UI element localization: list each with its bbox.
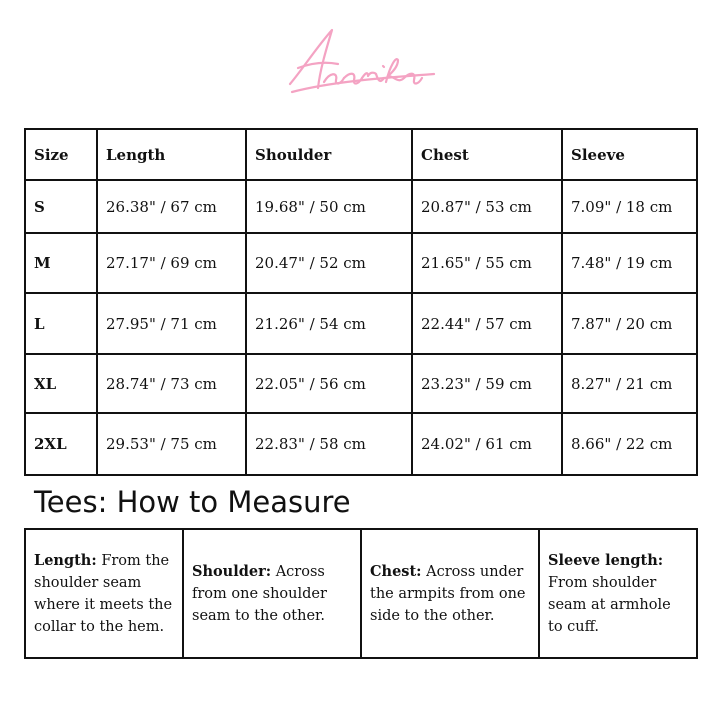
shoulder-cell: 19.68" / 50 cm — [246, 180, 412, 233]
length-cell: 27.95" / 71 cm — [97, 293, 246, 354]
size-cell: 2XL — [25, 413, 97, 475]
sleeve-cell: 8.27" / 21 cm — [562, 354, 697, 413]
how-to-measure-title: Tees: How to Measure — [34, 485, 351, 519]
chest-cell: 20.87" / 53 cm — [412, 180, 562, 233]
shoulder-cell: 21.26" / 54 cm — [246, 293, 412, 354]
table-row — [25, 180, 697, 233]
size-cell: S — [25, 180, 97, 233]
length-cell: 29.53" / 75 cm — [97, 413, 246, 475]
size-chart-table — [24, 128, 698, 476]
measure-desc: Across from one shoulder seam to the other. — [192, 563, 327, 624]
measure-desc: Across under the armpits from one side to the other. — [370, 563, 526, 624]
table-row — [25, 413, 697, 475]
sleeve-cell: 7.48" / 19 cm — [562, 233, 697, 293]
measure-sleeve-cell — [539, 529, 697, 658]
shoulder-cell: 20.47" / 52 cm — [246, 233, 412, 293]
measure-desc: From the shoulder seam where it meets the collar to the hem. — [34, 552, 173, 635]
sleeve-cell: 7.87" / 20 cm — [562, 293, 697, 354]
table-row — [25, 293, 697, 354]
length-cell: 26.38" / 67 cm — [97, 180, 246, 233]
how-to-measure-row — [25, 529, 697, 658]
chest-cell: 21.65" / 55 cm — [412, 233, 562, 293]
measure-desc: From shoulder seam at armhole to cuff. — [548, 574, 671, 635]
chest-cell: 22.44" / 57 cm — [412, 293, 562, 354]
measure-term: Length: — [34, 551, 97, 569]
header-shoulder: Shoulder — [246, 129, 412, 180]
measure-chest-cell — [361, 529, 539, 658]
sleeve-cell: 7.09" / 18 cm — [562, 180, 697, 233]
brand-logo — [280, 22, 440, 108]
shoulder-cell: 22.83" / 58 cm — [246, 413, 412, 475]
measure-term: Chest: — [370, 562, 422, 580]
shoulder-cell: 22.05" / 56 cm — [246, 354, 412, 413]
length-cell: 27.17" / 69 cm — [97, 233, 246, 293]
header-size: Size — [25, 129, 97, 180]
measure-term: Sleeve length: — [548, 551, 664, 569]
brand-logo-script — [280, 22, 440, 108]
header-chest: Chest — [412, 129, 562, 180]
header-sleeve: Sleeve — [562, 129, 697, 180]
size-cell: L — [25, 293, 97, 354]
size-chart-header-row — [25, 129, 697, 180]
how-to-measure-table — [24, 528, 698, 659]
measure-term: Shoulder: — [192, 562, 272, 580]
chest-cell: 24.02" / 61 cm — [412, 413, 562, 475]
size-cell: XL — [25, 354, 97, 413]
measure-length-cell — [25, 529, 183, 658]
table-row — [25, 354, 697, 413]
measure-shoulder-cell — [183, 529, 361, 658]
sleeve-cell: 8.66" / 22 cm — [562, 413, 697, 475]
table-row — [25, 233, 697, 293]
length-cell: 28.74" / 73 cm — [97, 354, 246, 413]
size-cell: M — [25, 233, 97, 293]
chest-cell: 23.23" / 59 cm — [412, 354, 562, 413]
header-length: Length — [97, 129, 246, 180]
